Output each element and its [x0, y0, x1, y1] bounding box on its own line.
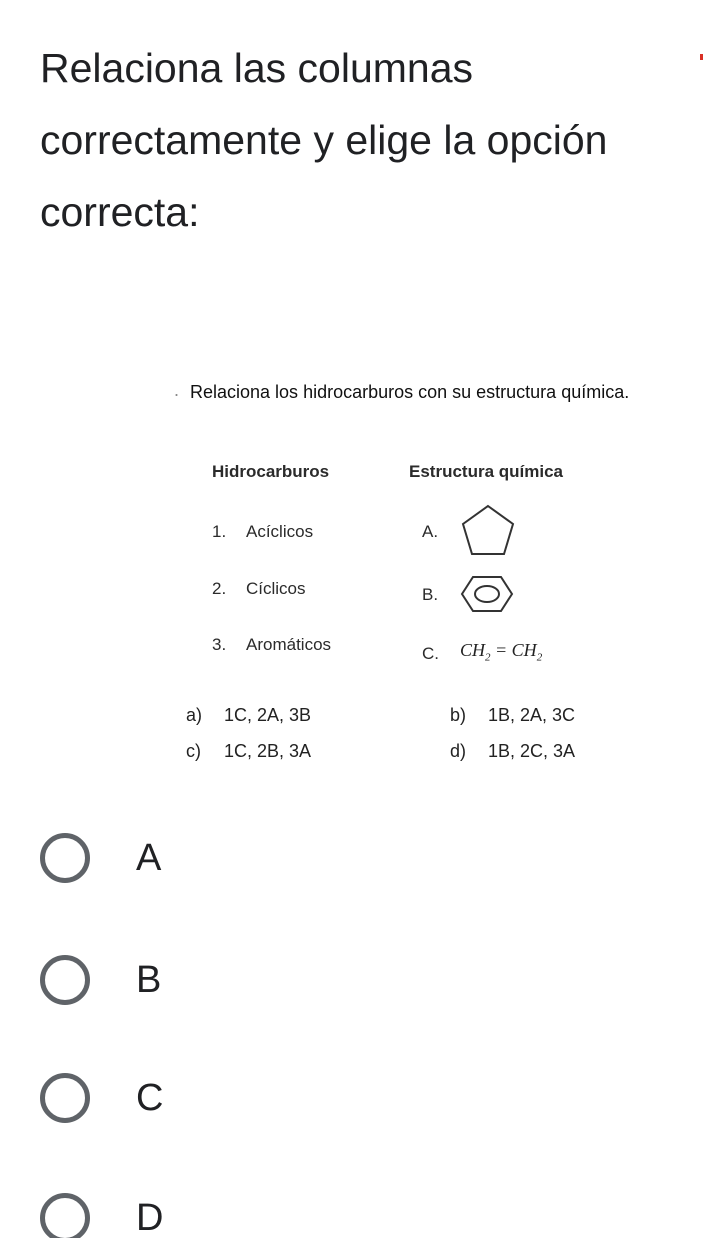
answer-letter: c) — [186, 741, 201, 761]
answer-text: 1B, 2A, 3C — [488, 705, 576, 725]
pentagon-structure-icon — [458, 502, 518, 560]
benzene-ring-icon — [458, 574, 516, 614]
question-title: Relaciona las columnas correctamente y elige la opción correcta: — [40, 45, 608, 235]
answer-letter: b) — [450, 705, 467, 725]
radio-button[interactable] — [40, 1073, 90, 1123]
radio-button[interactable] — [40, 955, 90, 1005]
image-answer — [450, 741, 575, 762]
statement-fragment: . — [174, 380, 180, 400]
formula-subscript: 2 — [485, 651, 491, 664]
option-d[interactable] — [38, 1190, 338, 1238]
formula-part: CH — [511, 640, 537, 660]
option-label: A — [136, 837, 162, 879]
option-label: D — [136, 1197, 164, 1238]
image-answer — [450, 705, 575, 726]
header-hydrocarbons: Hidrocarburos — [212, 462, 330, 481]
structure-letter: A. — [422, 522, 439, 541]
hydrocarbon-name: Acíclicos — [246, 522, 314, 541]
image-statement: Relaciona los hidrocarburos con su estructura química. — [190, 382, 630, 402]
image-answer — [186, 705, 311, 726]
hydrocarbon-number: 2. — [212, 579, 227, 598]
hydrocarbon-item — [212, 522, 313, 542]
ethene-formula — [460, 640, 542, 664]
hydrocarbon-item — [212, 635, 331, 655]
structure-letter: B. — [422, 585, 439, 604]
answer-text: 1C, 2A, 3B — [224, 705, 312, 725]
formula-part: CH — [460, 640, 486, 660]
radio-button[interactable] — [40, 833, 90, 883]
image-answer — [186, 741, 311, 762]
option-label: C — [136, 1077, 164, 1119]
option-b[interactable] — [38, 952, 338, 1016]
answer-letter: d) — [450, 741, 467, 761]
hydrocarbon-item — [212, 579, 306, 599]
hydrocarbon-number: 3. — [212, 635, 227, 654]
option-label: B — [136, 959, 162, 1001]
formula-subscript: 2 — [536, 651, 543, 664]
answer-text: 1B, 2C, 3A — [488, 741, 576, 761]
option-a[interactable] — [38, 830, 338, 894]
radio-button[interactable] — [40, 1193, 90, 1238]
required-mark — [700, 54, 703, 60]
option-c[interactable] — [38, 1070, 338, 1134]
hydrocarbon-number: 1. — [212, 522, 227, 541]
structure-letter: C. — [422, 644, 439, 663]
formula-equals: = — [490, 640, 512, 660]
question-image — [160, 370, 660, 790]
answer-letter: a) — [186, 705, 203, 725]
hydrocarbon-name: Aromáticos — [246, 635, 332, 654]
header-structure: Estructura química — [409, 462, 563, 481]
hydrocarbon-name: Cíclicos — [246, 579, 306, 598]
answer-text: 1C, 2B, 3A — [224, 741, 312, 761]
